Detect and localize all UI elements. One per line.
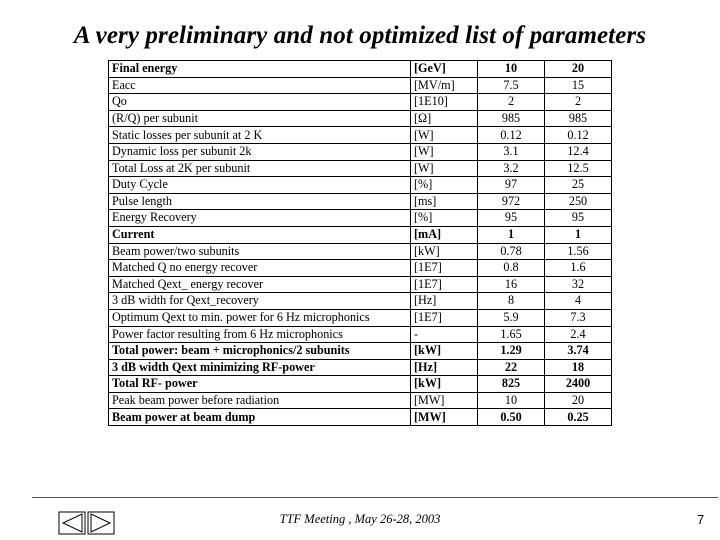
value-10gev-cell: 2: [478, 94, 545, 111]
unit-cell: [MW]: [411, 392, 478, 409]
unit-cell: [kW]: [411, 343, 478, 360]
unit-cell: [%]: [411, 210, 478, 227]
table-row: [109, 210, 612, 227]
value-10gev-cell: 3.1: [478, 143, 545, 160]
param-cell: Eacc: [109, 77, 411, 94]
parameters-table: [108, 60, 612, 426]
value-10gev-cell: 95: [478, 210, 545, 227]
unit-cell: [1E7]: [411, 276, 478, 293]
table-row: [109, 309, 612, 326]
unit-cell: [1E7]: [411, 309, 478, 326]
param-cell: Power factor resulting from 6 Hz microphonics: [109, 326, 411, 343]
table-row: [109, 226, 612, 243]
value-20gev-cell: 1.6: [545, 260, 612, 277]
value-10gev-cell: 10: [478, 392, 545, 409]
value-20gev-cell: 1.56: [545, 243, 612, 260]
value-10gev-cell: 0.50: [478, 409, 545, 426]
table-row: [109, 193, 612, 210]
value-20gev-cell: 12.4: [545, 143, 612, 160]
unit-cell: [kW]: [411, 243, 478, 260]
param-cell: 3 dB width for Qext_recovery: [109, 293, 411, 310]
table-row: [109, 359, 612, 376]
table-row: [109, 326, 612, 343]
param-cell: Beam power at beam dump: [109, 409, 411, 426]
value-10gev-cell: 0.78: [478, 243, 545, 260]
value-10gev-cell: 8: [478, 293, 545, 310]
param-cell: Static losses per subunit at 2 K: [109, 127, 411, 144]
value-10gev-cell: 97: [478, 177, 545, 194]
value-20gev-cell: 32: [545, 276, 612, 293]
param-cell: Matched Qext_ energy recover: [109, 276, 411, 293]
table-row: [109, 293, 612, 310]
unit-cell: [1E10]: [411, 94, 478, 111]
unit-cell: [Hz]: [411, 293, 478, 310]
value-20gev-cell: 15: [545, 77, 612, 94]
table-row: [109, 276, 612, 293]
value-10gev-cell: 7.5: [478, 77, 545, 94]
table-row: [109, 243, 612, 260]
param-cell: Optimum Qext to min. power for 6 Hz microphonics: [109, 309, 411, 326]
param-cell: Matched Q no energy recover: [109, 260, 411, 277]
value-20gev-cell: 2.4: [545, 326, 612, 343]
table-row: [109, 110, 612, 127]
value-20gev-cell: 4: [545, 293, 612, 310]
table-row: [109, 94, 612, 111]
value-10gev-cell: 1: [478, 226, 545, 243]
param-cell: Energy Recovery: [109, 210, 411, 227]
value-10gev-cell: 1.65: [478, 326, 545, 343]
table-row: [109, 343, 612, 360]
table-row: [109, 127, 612, 144]
param-cell: Qo: [109, 94, 411, 111]
value-20gev-cell: 25: [545, 177, 612, 194]
value-20gev-cell: 250: [545, 193, 612, 210]
parameters-table-body: [109, 61, 612, 426]
page-number: 7: [697, 512, 705, 527]
unit-cell: [W]: [411, 160, 478, 177]
value-20gev-cell: 2400: [545, 376, 612, 393]
table-row: [109, 143, 612, 160]
value-20gev-cell: 1: [545, 226, 612, 243]
param-cell: Dynamic loss per subunit 2k: [109, 143, 411, 160]
value-10gev-cell: 985: [478, 110, 545, 127]
param-cell: Current: [109, 226, 411, 243]
parameters-table-container: [108, 60, 612, 426]
slide-title: A very preliminary and not optimized list of parameters: [73, 22, 647, 49]
unit-cell: [MW]: [411, 409, 478, 426]
value-10gev-cell: 972: [478, 193, 545, 210]
param-cell: Total Loss at 2K per subunit: [109, 160, 411, 177]
param-cell: Pulse length: [109, 193, 411, 210]
value-20gev-cell: 7.3: [545, 309, 612, 326]
param-cell: Peak beam power before radiation: [109, 392, 411, 409]
param-cell: Duty Cycle: [109, 177, 411, 194]
unit-cell: [Hz]: [411, 359, 478, 376]
unit-cell: [Ω]: [411, 110, 478, 127]
table-row: [109, 160, 612, 177]
unit-cell: [GeV]: [411, 61, 478, 78]
unit-cell: [kW]: [411, 376, 478, 393]
footer-text: TTF Meeting , May 26-28, 2003: [279, 512, 441, 526]
value-20gev-cell: 18: [545, 359, 612, 376]
value-10gev-cell: 825: [478, 376, 545, 393]
table-row: [109, 61, 612, 78]
value-20gev-cell: 3.74: [545, 343, 612, 360]
unit-cell: [W]: [411, 143, 478, 160]
value-10gev-cell: 5.9: [478, 309, 545, 326]
footer-divider: [32, 497, 718, 498]
table-row: [109, 376, 612, 393]
unit-cell: [ms]: [411, 193, 478, 210]
value-20gev-cell: 12.5: [545, 160, 612, 177]
value-20gev-cell: 20: [545, 392, 612, 409]
value-10gev-cell: 10: [478, 61, 545, 78]
param-cell: Beam power/two subunits: [109, 243, 411, 260]
table-row: [109, 392, 612, 409]
unit-cell: -: [411, 326, 478, 343]
unit-cell: [W]: [411, 127, 478, 144]
unit-cell: [%]: [411, 177, 478, 194]
value-20gev-cell: 95: [545, 210, 612, 227]
table-row: [109, 77, 612, 94]
param-cell: Total RF- power: [109, 376, 411, 393]
value-10gev-cell: 3.2: [478, 160, 545, 177]
value-20gev-cell: 985: [545, 110, 612, 127]
value-10gev-cell: 16: [478, 276, 545, 293]
table-row: [109, 260, 612, 277]
param-cell: 3 dB width Qext minimizing RF-power: [109, 359, 411, 376]
param-cell: Total power: beam + microphonics/2 subunits: [109, 343, 411, 360]
value-10gev-cell: 22: [478, 359, 545, 376]
unit-cell: [1E7]: [411, 260, 478, 277]
param-cell: Final energy: [109, 61, 411, 78]
unit-cell: [MV/m]: [411, 77, 478, 94]
value-20gev-cell: 0.25: [545, 409, 612, 426]
unit-cell: [mA]: [411, 226, 478, 243]
value-20gev-cell: 2: [545, 94, 612, 111]
value-20gev-cell: 20: [545, 61, 612, 78]
value-20gev-cell: 0.12: [545, 127, 612, 144]
table-row: [109, 409, 612, 426]
value-10gev-cell: 0.12: [478, 127, 545, 144]
table-row: [109, 177, 612, 194]
param-cell: (R/Q) per subunit: [109, 110, 411, 127]
value-10gev-cell: 1.29: [478, 343, 545, 360]
value-10gev-cell: 0.8: [478, 260, 545, 277]
